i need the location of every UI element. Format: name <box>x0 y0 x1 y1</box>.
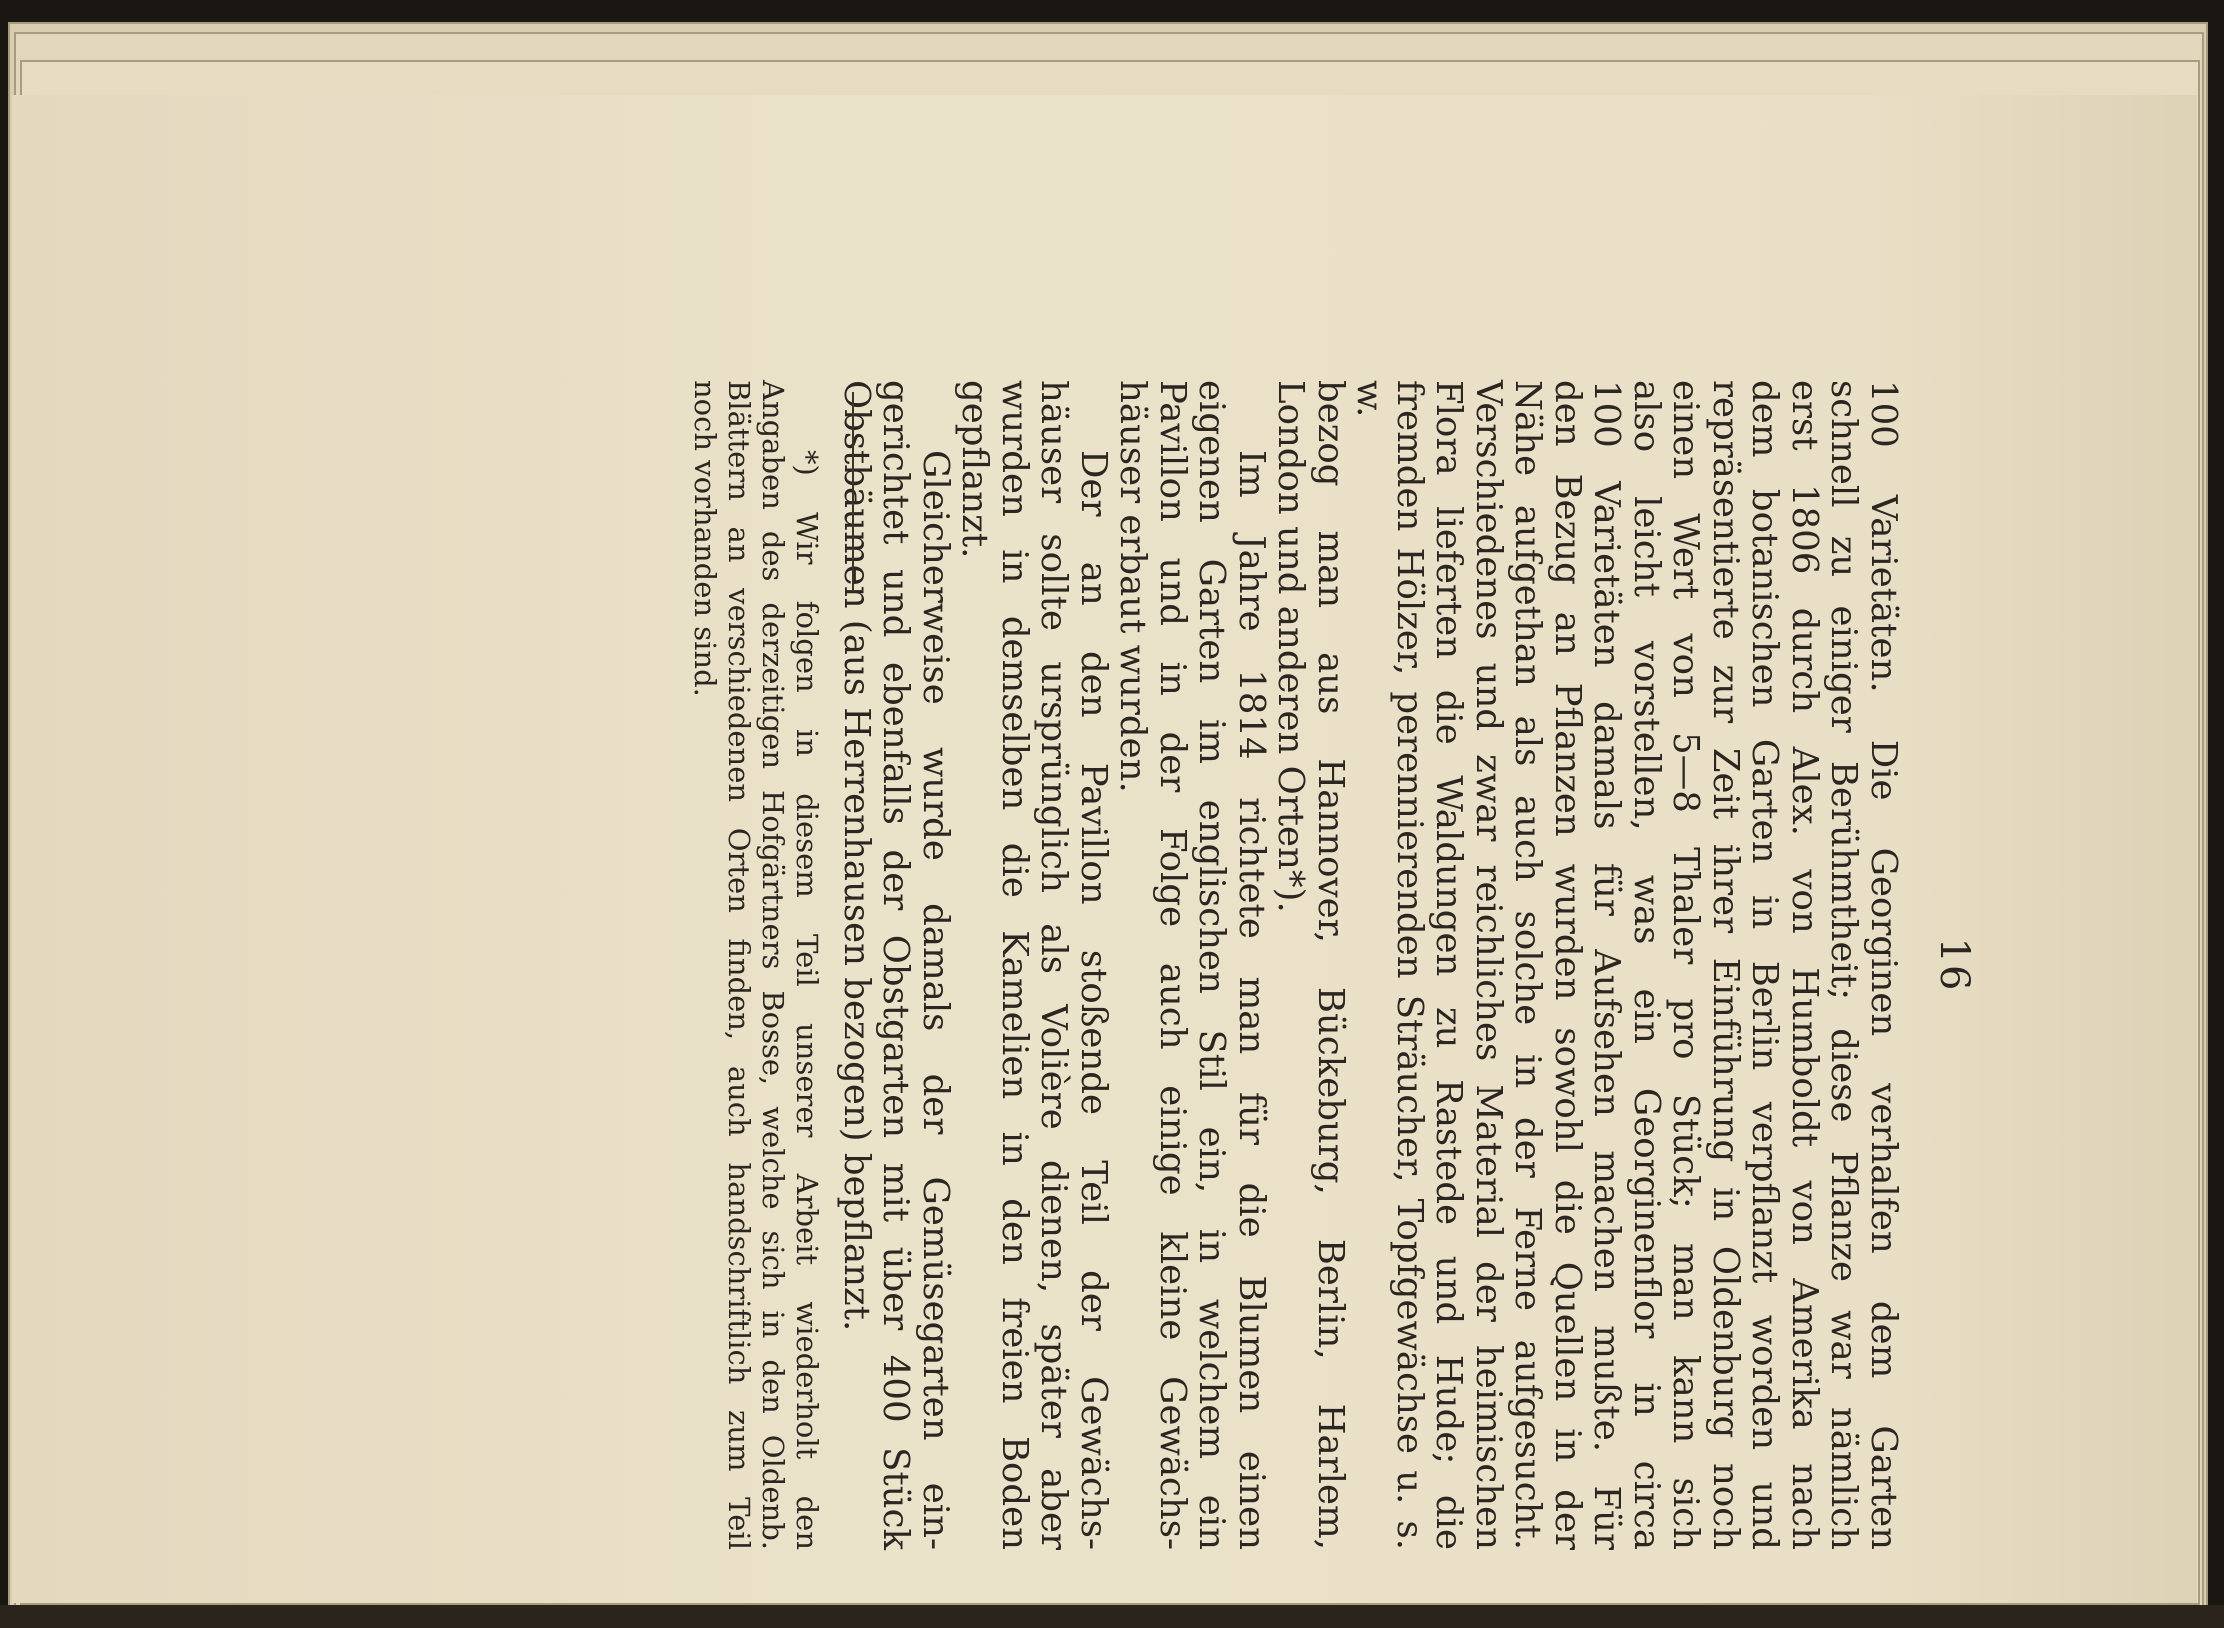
text-line: fremden Hölzer, perennierenden Sträucher, Topfgewächse u. s. w. <box>1349 380 1430 1550</box>
text-line: Verschiedenes und zwar reichliches Material der heimischen <box>1468 380 1509 1550</box>
text-line: häuser erbaut wurden. <box>1112 380 1154 793</box>
text-line: Pavillon und in der Folge auch einige kleine Gewächs- <box>1152 380 1193 1550</box>
footnote-line: noch vorhanden sind. <box>688 380 722 697</box>
text-line: eigenen Garten im englischen Stil ein, in welchem ein <box>1191 380 1233 1550</box>
text-line: wurden in demselben die Kamelien in den freien Boden <box>994 380 1035 1550</box>
text-line: gerichtet und ebenfalls der Obstgarten mit über 400 Stück <box>875 380 917 1550</box>
text-line: Gleicherweise wurde damals der Gemüsegarten ein- <box>915 450 956 1550</box>
text-line: den Bezug an Pflanzen wurden sowohl die Quellen in der <box>1547 380 1588 1550</box>
body-text <box>837 380 1904 1550</box>
text-line: Flora lieferten die Waldungen zu Rastede und Hude; die <box>1428 380 1470 1550</box>
rotated-page-content <box>215 380 1995 1550</box>
text-line: also leicht vorstellen, was ein Georginenflor in circa <box>1626 380 1667 1550</box>
page-number: 16 <box>1931 937 1977 993</box>
text-line: London und anderen Orten*). <box>1270 380 1312 913</box>
footnote-line: Angaben des derzeitigen Hofgärtners Bosse, welche sich in den Oldenb. <box>756 380 790 1550</box>
text-line: schnell zu einiger Berühmtheit; diese Pflanze war nämlich <box>1823 380 1865 1550</box>
text-line: 100 Varietäten. Die Georginen verhalfen dem Garten <box>1863 380 1904 1550</box>
text-line: repräsentierte zur Zeit ihrer Einführung in Oldenburg noch <box>1705 380 1746 1550</box>
text-line: Im Jahre 1814 richtete man für die Blumen einen <box>1231 450 1272 1550</box>
paragraph <box>837 380 956 1550</box>
footnote <box>688 380 824 1550</box>
text-frame <box>215 380 1995 1550</box>
text-line: 100 Varietäten damals für Aufsehen machen mußte. Für <box>1586 380 1628 1550</box>
page-content <box>215 380 1995 1550</box>
text-line: Nähe aufgethan als auch solche in der Ferne aufgesucht. <box>1507 380 1549 1550</box>
text-line: dem botanischen Garten in Berlin verpflanzt worden und <box>1744 380 1786 1550</box>
text-line: bezog man aus Hannover, Bückeburg, Berlin, Harlem, <box>1310 380 1351 1550</box>
scan-bottom-edge <box>0 1605 2224 1628</box>
text-line: einen Wert von 5—8 Thaler pro Stück; man kann sich <box>1665 380 1707 1550</box>
text-line: Obstbäumen (aus Herrenhausen bezogen) bepflanzt. <box>836 380 877 1332</box>
text-line: häuser sollte ursprünglich als Volière dienen, später aber <box>1033 380 1075 1550</box>
footnote-divider <box>852 392 854 592</box>
paragraph <box>1113 380 1271 1550</box>
paragraph <box>1271 380 1903 1550</box>
paragraph <box>955 380 1113 1550</box>
text-line: Der an den Pavillon stoßende Teil der Gewächs- <box>1073 450 1114 1550</box>
footnote-line: *) Wir folgen in diesem Teil unserer Arbeit wiederholt den <box>790 450 824 1550</box>
footnote-line: Blättern an verschiedenen Orten finden, auch handschriftlich zum Teil <box>722 380 756 1550</box>
text-line: gepflanzt. <box>954 380 996 559</box>
text-line: erst 1806 durch Alex. von Humboldt von Amerika nach <box>1784 380 1825 1550</box>
